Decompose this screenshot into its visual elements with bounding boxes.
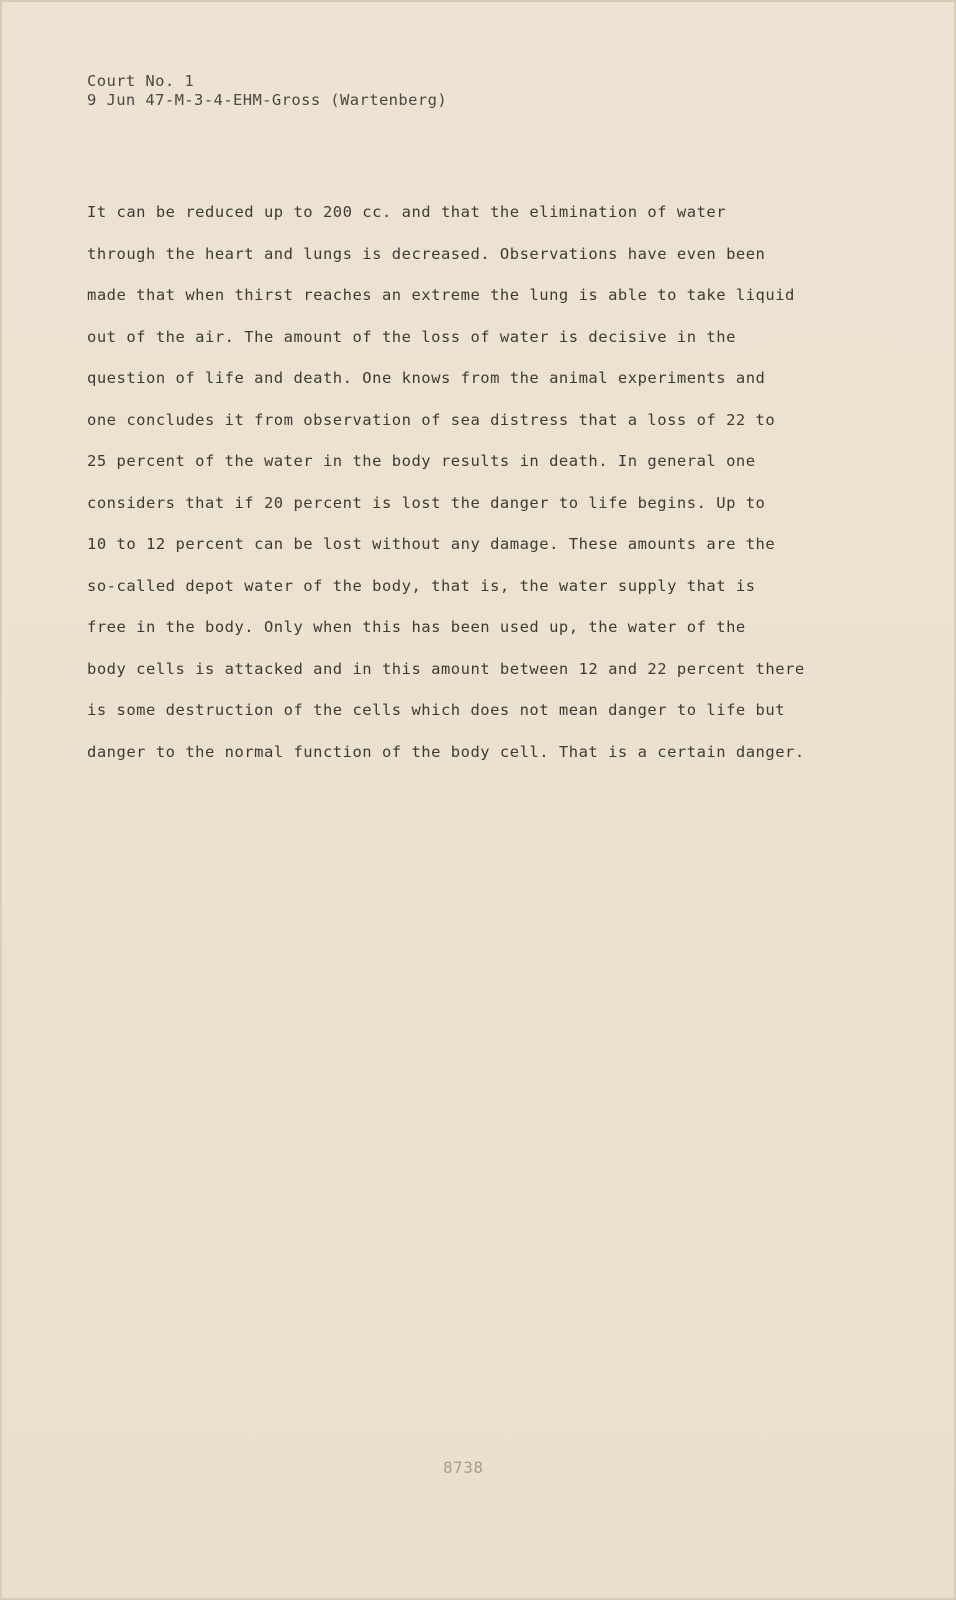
text-line: is some destruction of the cells which does not mean danger to life but bbox=[87, 701, 786, 719]
text-line: question of life and death. One knows from the animal experiments and bbox=[87, 369, 766, 387]
transcript-body bbox=[87, 192, 887, 773]
text-line: body cells is attacked and in this amount between 12 and 22 percent there bbox=[87, 659, 805, 678]
page-number: 8738 bbox=[443, 1458, 484, 1477]
text-line: one concludes it from observation of sea distress that a loss of 22 to bbox=[87, 410, 776, 429]
text-line: 25 percent of the water in the body results in death. In general one bbox=[87, 452, 756, 470]
text-line: considers that if 20 percent is lost the danger to life begins. Up to bbox=[87, 493, 766, 512]
text-line: through the heart and lungs is decreased. Observations have even been bbox=[87, 244, 766, 263]
text-line: It can be reduced up to 200 cc. and that the elimination of water bbox=[87, 203, 727, 221]
text-line: 10 to 12 percent can be lost without any damage. These amounts are the bbox=[87, 535, 776, 553]
court-number: Court No. 1 bbox=[87, 72, 195, 90]
session-reference: 9 Jun 47-M-3-4-EHM-Gross (Wartenberg) bbox=[87, 91, 448, 109]
text-line: so-called depot water of the body, that is, the water supply that is bbox=[87, 576, 756, 595]
text-line: danger to the normal function of the body cell. That is a certain danger. bbox=[87, 742, 805, 761]
document-header bbox=[87, 72, 447, 110]
text-line: free in the body. Only when this has been used up, the water of the bbox=[87, 618, 746, 636]
text-line: made that when thirst reaches an extreme the lung is able to take liquid bbox=[87, 286, 795, 304]
text-line: out of the air. The amount of the loss of water is decisive in the bbox=[87, 327, 736, 346]
